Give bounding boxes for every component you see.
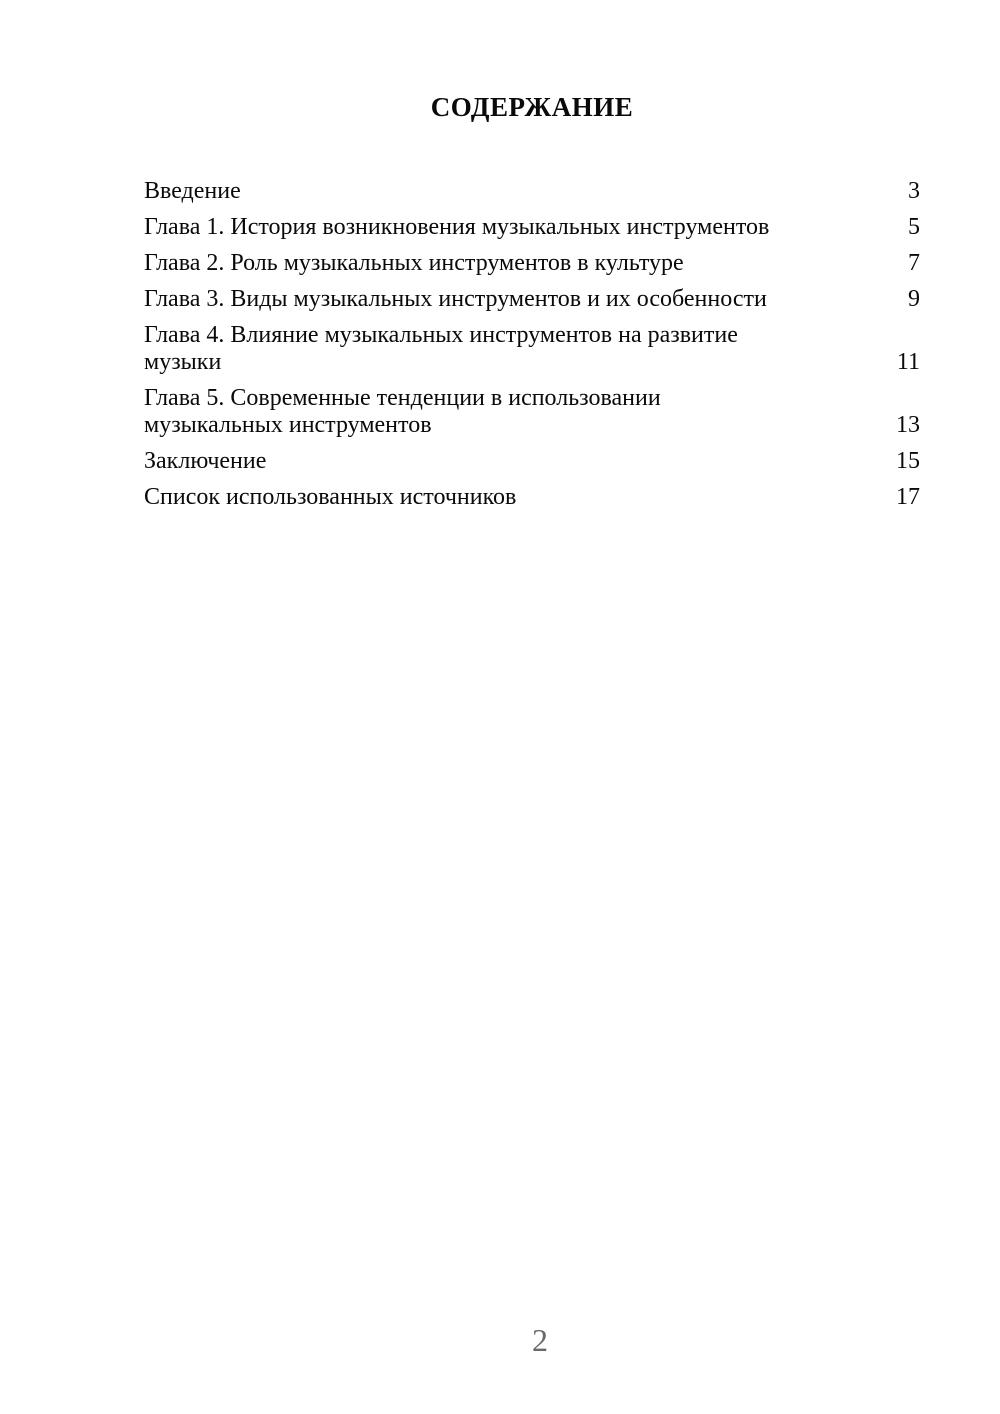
toc-entry	[144, 250, 920, 277]
toc-entry-title	[144, 214, 769, 241]
toc-entry-title	[144, 322, 738, 376]
page-number: 2	[532, 1322, 548, 1358]
toc-entry	[144, 178, 920, 205]
toc-entry-line: Глава 1. История возникновения музыкальных инструментов	[144, 214, 770, 240]
toc-entry-title	[144, 178, 241, 205]
toc-entry-title	[144, 286, 767, 313]
toc-entry-line: Список использованных источников	[144, 484, 517, 510]
toc-entry-line: Глава 2. Роль музыкальных инструментов в культуре	[144, 250, 684, 276]
toc-entry-title	[144, 385, 661, 439]
toc-entry-page: 15	[896, 448, 920, 474]
toc-entry-title	[144, 250, 684, 277]
toc-entry-line: музыкальных инструментов	[144, 412, 432, 438]
toc-entry-page: 7	[908, 250, 920, 276]
toc-entry-title	[144, 448, 266, 475]
toc-entry	[144, 448, 920, 475]
page-content	[144, 92, 920, 520]
table-of-contents	[144, 178, 920, 511]
toc-entry	[144, 484, 920, 511]
toc-entry-page: 3	[908, 178, 920, 204]
toc-entry	[144, 322, 920, 376]
toc-entry-page: 17	[896, 484, 920, 510]
toc-entry	[144, 214, 920, 241]
toc-entry	[144, 385, 920, 439]
page-title: СОДЕРЖАНИЕ	[430, 92, 634, 122]
toc-entry-page: 5	[908, 214, 920, 240]
toc-entry-page: 11	[896, 349, 920, 375]
toc-entry-page: 9	[908, 286, 920, 312]
toc-entry	[144, 286, 920, 313]
toc-entry-line: Глава 4. Влияние музыкальных инструментов на развитие	[144, 322, 738, 348]
toc-entry-line: музыки	[144, 349, 222, 375]
toc-entry-page: 13	[896, 412, 920, 438]
toc-entry-title	[144, 484, 516, 511]
toc-entry-line: Глава 3. Виды музыкальных инструментов и их особенности	[144, 286, 767, 312]
toc-entry-line: Введение	[144, 178, 241, 204]
toc-entry-line: Глава 5. Современные тенденции в использовании	[144, 385, 661, 411]
toc-entry-line: Заключение	[144, 448, 267, 474]
